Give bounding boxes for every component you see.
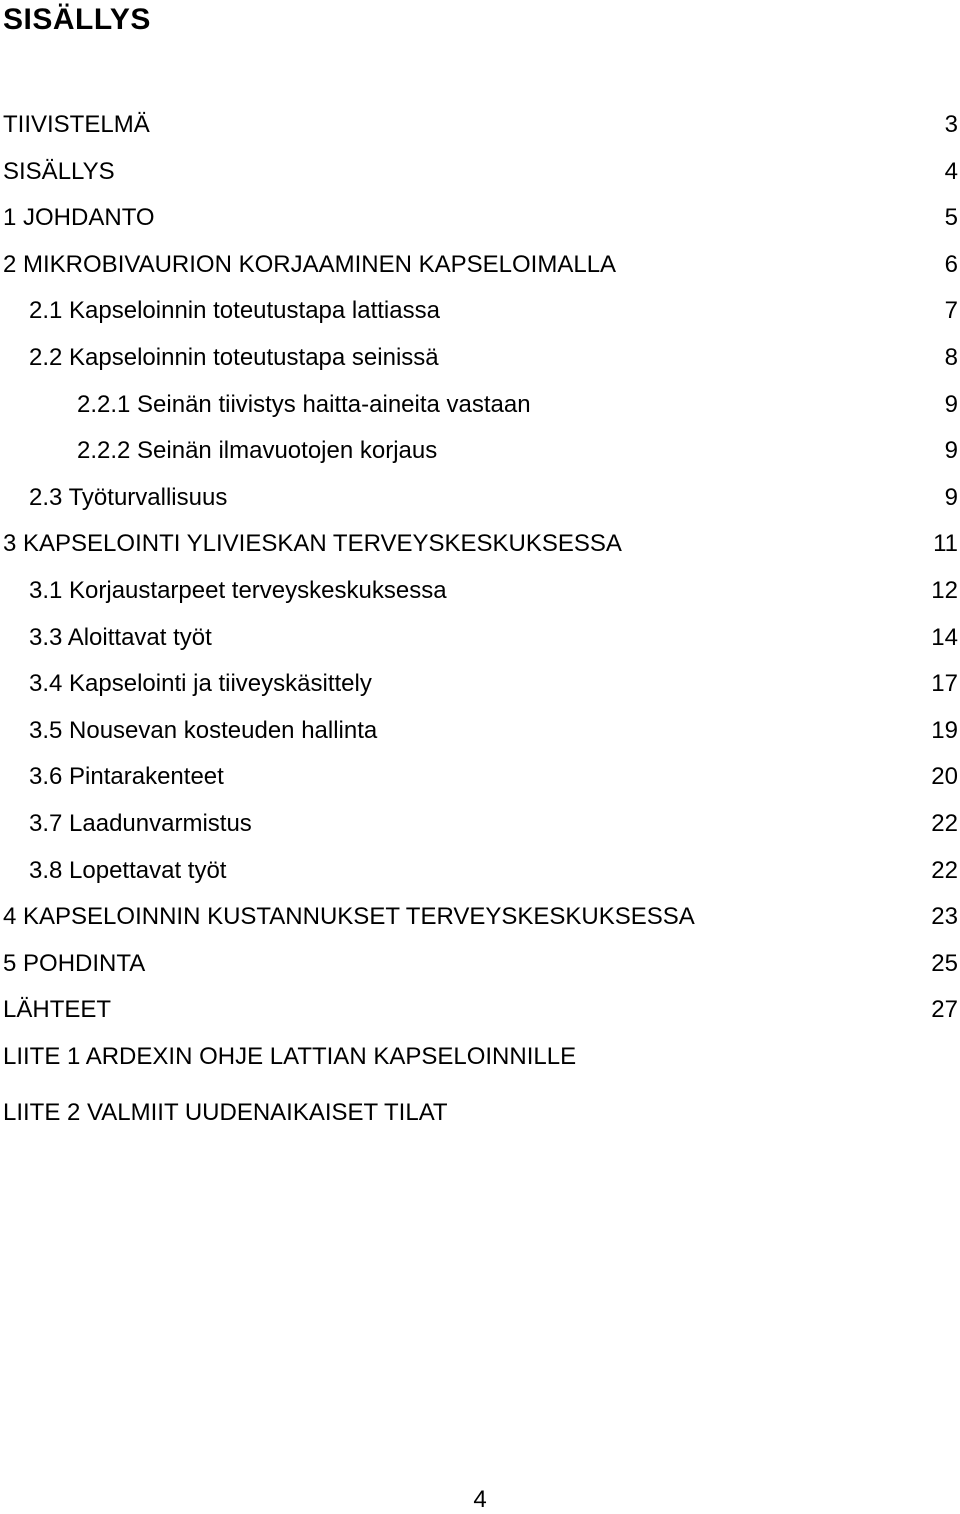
toc-entry[interactable] (3, 246, 958, 293)
toc-entry-page: 12 (931, 576, 958, 604)
toc-entry-label: 2.2.1 Seinän tiivistys haitta-aineita vastaan (77, 390, 531, 418)
toc-entry-label: 3 KAPSELOINTI YLIVIESKAN TERVEYSKESKUKSESSA (3, 530, 622, 558)
toc-entry-label: SISÄLLYS (3, 157, 115, 185)
toc-entry[interactable] (3, 665, 958, 712)
toc-entry-label: LIITE 2 VALMIIT UUDENAIKAISET TILAT (3, 1099, 448, 1127)
toc-entry-page: 4 (944, 157, 958, 185)
toc-entry[interactable] (3, 106, 958, 153)
toc-entry-page: 14 (931, 623, 958, 651)
toc-entry-label: 2.3 Työturvallisuus (29, 483, 228, 511)
toc-entry[interactable] (3, 153, 958, 200)
toc-entry-label: 2.2 Kapseloinnin toteutustapa seinissä (29, 343, 439, 371)
toc-entry-page: 3 (944, 111, 958, 138)
toc-entry[interactable] (3, 572, 958, 619)
toc-entry-page: 7 (944, 297, 958, 325)
toc-entry-page: 23 (931, 903, 958, 931)
toc-entry-label: 5 POHDINTA (3, 949, 146, 977)
toc-entry[interactable] (3, 805, 958, 852)
toc-entry-label: 3.7 Laadunvarmistus (29, 809, 252, 837)
toc-entry-page: 5 (944, 204, 958, 232)
toc-entry-page: 22 (931, 856, 958, 884)
toc-entry-label: 4 KAPSELOINNIN KUSTANNUKSET TERVEYSKESKUKSESSA (3, 903, 695, 931)
toc-entry[interactable] (3, 292, 958, 339)
toc-entry-label: 2.2.2 Seinän ilmavuotojen korjaus (77, 437, 438, 465)
toc-entry-label: 2 MIKROBIVAURION KORJAAMINEN KAPSELOIMALLA (3, 250, 617, 278)
toc-entry[interactable] (3, 1038, 958, 1085)
toc-entry-page: 9 (944, 437, 958, 465)
toc-entry-page: 22 (931, 809, 958, 837)
toc-entry[interactable] (3, 758, 958, 805)
toc-entry[interactable] (3, 898, 958, 945)
toc-entry[interactable] (3, 1094, 958, 1141)
toc-entry[interactable] (3, 199, 958, 246)
toc-entry[interactable] (3, 991, 958, 1038)
toc-entry[interactable] (3, 386, 958, 433)
toc-entry-label: 3.1 Korjaustarpeet terveyskeskuksessa (29, 576, 447, 604)
toc-entry-page: 11 (933, 530, 958, 558)
toc-entry-page: 9 (944, 390, 958, 418)
toc-entry-label: TIIVISTELMÄ (3, 111, 150, 138)
toc-entry-label: 3.4 Kapselointi ja tiiveyskäsittely (29, 670, 372, 698)
toc-entry-label: 3.6 Pintarakenteet (29, 763, 224, 791)
toc-entry-page: 6 (944, 250, 958, 278)
table-of-contents (3, 106, 958, 1141)
toc-entry-label: LÄHTEET (3, 996, 112, 1024)
page-title: SISÄLLYS (3, 3, 151, 36)
toc-entry-page: 17 (931, 670, 958, 698)
toc-entry[interactable] (3, 945, 958, 992)
toc-entry-label: 3.8 Lopettavat työt (29, 856, 227, 884)
toc-entry-page: 19 (931, 716, 958, 744)
toc-entry-label: LIITE 1 ARDEXIN OHJE LATTIAN KAPSELOINNILLE (3, 1042, 577, 1070)
toc-entry-page: 9 (944, 483, 958, 511)
toc-entry[interactable] (3, 619, 958, 666)
toc-entry[interactable] (3, 339, 958, 386)
toc-entry-label: 2.1 Kapseloinnin toteutustapa lattiassa (29, 297, 440, 325)
toc-entry-label: 3.3 Aloittavat työt (29, 623, 212, 651)
toc-entry[interactable] (3, 712, 958, 759)
page-number: 4 (473, 1486, 487, 1513)
toc-entry-page: 27 (931, 996, 958, 1024)
toc-entry[interactable] (3, 479, 958, 526)
toc-entry-page: 20 (931, 763, 958, 791)
toc-entry-label: 3.5 Nousevan kosteuden hallinta (29, 716, 378, 744)
toc-entry[interactable] (3, 852, 958, 899)
toc-entry-page: 8 (944, 343, 958, 371)
toc-entry[interactable] (3, 525, 958, 572)
toc-entry[interactable] (3, 432, 958, 479)
toc-entry-page: 25 (931, 949, 958, 977)
toc-entry-label: 1 JOHDANTO (3, 204, 155, 232)
